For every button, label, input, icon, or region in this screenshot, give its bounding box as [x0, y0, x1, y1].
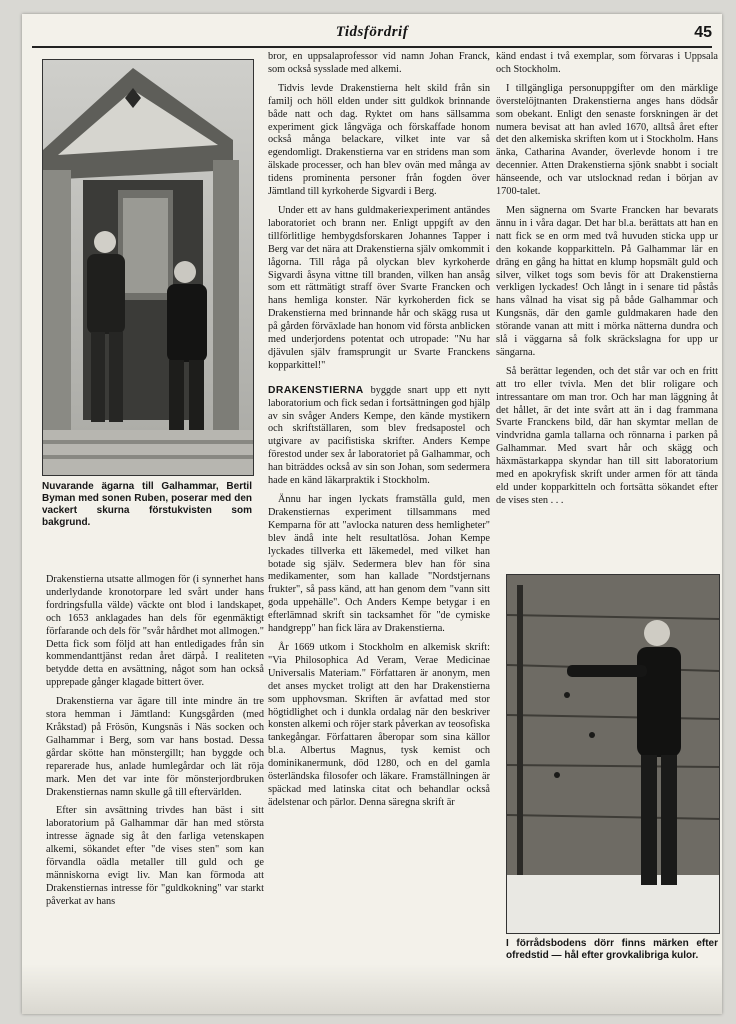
magazine-title: Tidsfördrif [335, 24, 409, 40]
paragraph: Tidvis levde Drakenstierna helt skild från sin familj och höll elden under sitt guldkok brinnande både natt och dag. Ryktet om hans sällsamma experiment gick långväga och förskaffade honom också många belackare, vilket inte var så egendomligt. Drakenstierna var en stridens man som älskade processer, och han blev ovän med många av tidens prominenta personer från fogden över Jämtland till kyrkoherde Sigvardi i Berg. [268, 82, 490, 198]
paragraph: känd endast i två exemplar, som förvaras i Uppsala och Stockholm. [496, 51, 718, 75]
section-paragraph-text: byggde snart upp ett nytt laboratorium och fick sedan i fortsättningen god hjälp av sin svåger Anders Kempe, den kände mystikern och skriftställaren, som blev fredsapostel och utgivare av pacifistiska skrifter. Anders Kempe förestod under sex år laboratoriet på Galhammar, och han biträddes också av sin son Johan, som sedermera hade en känd läkarpraktik i Stockholm. [268, 384, 490, 487]
paragraph: Så berättar legenden, och det står var och en fritt att tro eller tvivla. Men det blir roligare och intressantare om man tror. Och har man läggning åt det hållet, är det inte svårt att än i dag frammana Svarte Franckens bild, där han skymtar mellan de vindvridna gamla tallarna och rönnarna i parken på Galhammar. Med svart hår och skägg och häxmästarkappa skyndar han till sitt laboratorium med en apokryfisk skrift under armen för att tända eld under kopparkitteln och fortsätta sökandet efter de vises sten . . . [496, 365, 718, 506]
paragraph: bror, en uppsalaprofessor vid namn Johan Franck, som också sysslade med alkemi. [268, 51, 490, 75]
paragraph: Under ett av hans guldmakeriexperiment antändes laboratoriet och brann ner. Enligt uppgift av den tillförlitlige hembygdsforskaren Johannes Tapper i Berg var det nära att Drakenstierna själv omkommit i lågorna. Till råga på olyckan blev kyrkoherde Sigvardi åsyna vittne till branden, vilken han ansåg som ett rättmätigt straff över Svarte Francken och hans hemliga konster. När kyrkoherden fick se Drakenstierna med brinnande hår och skägg rusa ut på gården förväxlade han honom vid första anblicken med underjordens potentat och utropade: "Nu har djävulen själv framsprungit ur Svarte Franckens kopparkittel!" [268, 204, 490, 371]
paragraph: År 1669 utkom i Stockholm en alkemisk skrift: "Via Philosophica Ad Veram, Verae Medicinae Universalis Materiam." Författaren är anonym, men det anses mycket troligt att den har Drakenstierna som upphovsman. Skriften är avfattad med stor högtidlighet och i dunkla ordalag när den beskriver konsten alkemi och röjer stark påverkan av teosofiska tankegångar. Författaren åberopar som sina källor bl.a. Albertus Magnus, tysk kemist och dominikanermunk, död 1280, och en del gamla österländska filosofer och läkare. Framställningen är späckad med latinska citat och behandlar också ädelstenar och pärlor. Denna säregna skrift är [268, 641, 490, 808]
porch-photo-illustration [43, 60, 253, 475]
paragraph: I tillgängliga personuppgifter om den märklige överstelöjtnanten Drakenstierna anges hans dödsår som obekant. Enligt den senaste forskningen är det numera bevisat att han avled 1670, alltså året efter det den alkemiska skriften kom ut i Stockholm. Hans änka, Catharina Avander, överlevde honom i tre decennier. Atten Drakenstierna sjönk snabbt i socialt hänseende, och var utslocknad redan i början av 1700-talet. [496, 82, 718, 198]
paragraph: Drakenstierna utsatte allmogen för (i synnerhet hans underlydande kronotorpare led svårt under hans fordringsfulla välde) väckte ont blod i landskapet, och 1653 anklagades han dels för egenmäktigt förfarande och dels för "svår hårdhet mot allmogen." Detta fick som följd att han entledigades från sin kommendanttjänst redan året därpå. I realiteten betydde detta en avsättning, något som han också upprepade gånger klagade bittert över. [46, 574, 264, 689]
storehouse-photo-caption: I förrådsbodens dörr finns märken efter ofredstid — hål efter grovkalibriga kulor. [506, 938, 718, 961]
porch-photo [42, 59, 254, 476]
section-paragraph [268, 385, 490, 488]
porch-photo-caption: Nuvarande ägarna till Galhammar, Bertil Byman med sonen Ruben, poserar med den vackert skurna förstukvisten som bakgrund. [42, 481, 252, 528]
page-header [32, 24, 712, 48]
paragraph: Ännu har ingen lyckats framställa guld, men Drakenstiernas experiment tillsammans med Kemparna för att "avlocka naturen dess hemligheter" blev ändå inte helt resultatlösa. Johan Kempe lyckades tillverka ett läkemedel, med vilket han botade sig själv. Sedermera blev han för sina medikamenter, som han kallade "Nordstjernans frukter", så pass känd, att han genom dem "vann sitt goda uppehälle". Och Anders Kempe betygar i en efterlämnad skrift sin tacksamhet för "de cymiske handgrepp" han fick lära av Drakenstierna. [268, 494, 490, 635]
paper-stain [22, 964, 722, 1014]
text-column-2 [268, 51, 490, 816]
paragraph: Men sägnerna om Svarte Francken har bevarats ännu in i våra dagar. Det har bl.a. berättats att han en natt fick se en orm med två huvuden sticka upp ur den kokande kopparkitteln. På Galhammar lär en dräng en gång ha hittat en klump hopsmält guld och silver, vilket togs som bevis för att Drakenstierna verkligen lyckades! Och långt in i senare tid påstås hans vålnad ha visat sig på både Galhammar och Kungsnäs, där den gamle guldmakaren hade den störande vanan att mitt i mörka nätterna dundra och slå i väggarna så folk skräckslagna for upp ur sängarna. [496, 204, 718, 358]
paragraph: Efter sin avsättning trivdes han bäst i sitt laboratorium på Galhammar där han med största intresse ägnade sig åt den farliga vetenskapen alkemi, sökandet efter "de vises sten" som kan förvandla oädla metaller till guld och ge människorna evigt liv. Man kan förmoda att Drakenstiernas intresse för "guldkokning" var starkt påverkat av hans [46, 805, 264, 907]
magazine-page [22, 14, 722, 1014]
storehouse-photo [506, 574, 720, 934]
storehouse-photo-illustration [507, 575, 719, 933]
text-column-1 [46, 574, 264, 915]
text-column-3 [496, 51, 718, 514]
paragraph: Drakenstierna var ägare till inte mindre än tre stora hemman i Jämtland: Kungsgården (med Kråkstad) på Frösön, Kungsnäs i Näs socken och Galhammar i Berg, som var hans bostad. Dessa gårdar skötte han mönstergillt; han byggde och reparerade hus, anlade humlegårdar och lät röja mark. Men det var inte för mönsterjordbruken Drakenstiernas namn skulle gå till eftervärlden. [46, 696, 264, 798]
page-number: 45 [694, 24, 712, 41]
section-heading: DRAKENSTIERNA [268, 384, 364, 396]
